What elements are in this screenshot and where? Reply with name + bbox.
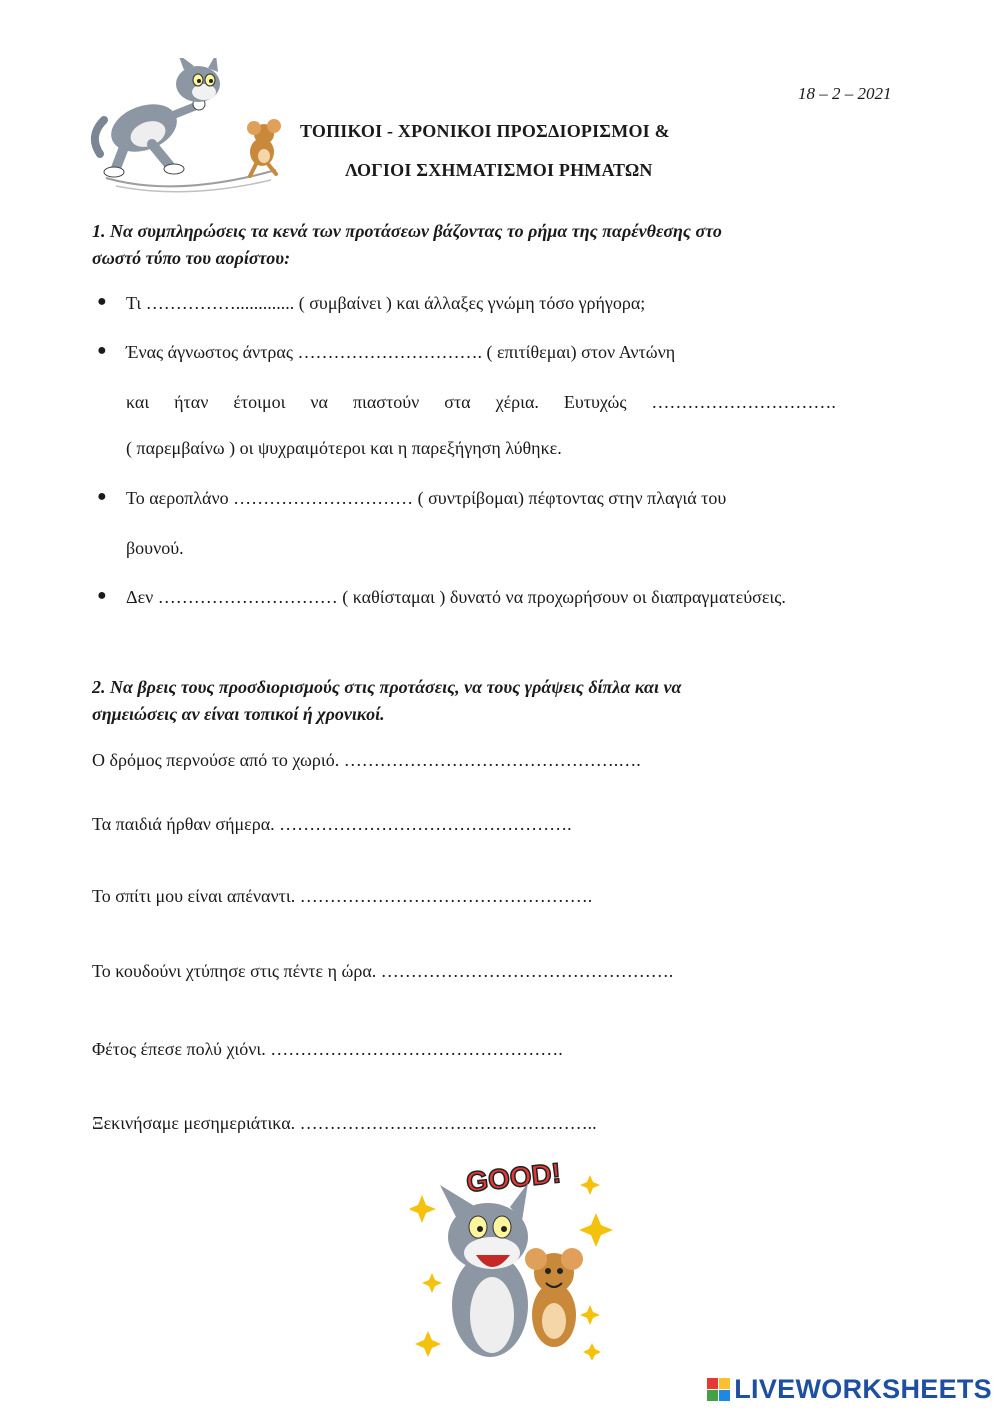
answer-blank[interactable]: …………………………. xyxy=(651,392,836,412)
exercise-2-sentence-3[interactable]: Το σπίτι μου είναι απέναντι. …………………………………………. xyxy=(92,886,593,906)
bullet-icon: ● xyxy=(97,488,107,505)
worksheet-title-line-1: ΤΟΠΙΚΟΙ - ΧΡΟΝΙΚΟΙ ΠΡΟΣΔΙΟΡΙΣΜΟΙ & xyxy=(300,121,670,141)
exercise-1-item-1-text: Τι ……………............. ( συμβαίνει ) και άλλαξες γνώμη τόσο γρήγορα; xyxy=(126,293,646,313)
section-2-instruction-line-2: σημειώσεις αν είναι τοπικοί ή χρονικοί. xyxy=(92,704,385,724)
section-2-instruction xyxy=(92,674,932,728)
date: 18 – 2 – 2021 xyxy=(798,84,892,103)
exercise-2-sentence-4[interactable]: Το κουδούνι χτύπησε στις πέντε η ώρα. …………………………………………. xyxy=(92,961,674,981)
exercise-2-sentence-6[interactable]: Ξεκινήσαμε μεσημεριάτικα. ………………………………………….. xyxy=(92,1113,597,1133)
word: στα xyxy=(444,392,471,412)
tom-and-jerry-good-sticker xyxy=(410,1155,615,1360)
word: Ευτυχώς xyxy=(563,392,627,412)
exercise-2-sentence-5[interactable]: Φέτος έπεσε πολύ χιόνι. …………………………………………. xyxy=(92,1039,563,1059)
logo-text: LIVEWORKSHEETS xyxy=(734,1374,992,1404)
worksheet-title-line-2: ΛΟΓΙΟΙ ΣΧΗΜΑΤΙΣΜΟΙ ΡΗΜΑΤΩΝ xyxy=(345,160,653,180)
exercise-1-item-2-text: Ένας άγνωστος άντρας …………………………. ( επιτίθεμαι) στον Αντώνη xyxy=(126,342,676,362)
good-sticker-text: GOOD! xyxy=(464,1157,563,1198)
logo-blocks-icon xyxy=(707,1378,730,1401)
exercise-2-sentence-2[interactable]: Τα παιδιά ήρθαν σήμερα. …………………………………………. xyxy=(92,814,572,834)
bullet-icon: ● xyxy=(97,342,107,359)
word: ήταν xyxy=(174,392,209,412)
word: πιαστούν xyxy=(352,392,420,412)
exercise-1-item-3-text: Το αεροπλάνο ………………………… ( συντρίβομαι) πέφτοντας στην πλαγιά του xyxy=(126,488,727,508)
exercise-1-item-3 xyxy=(97,488,727,509)
exercise-1-item-2-continuation xyxy=(126,392,836,413)
bullet-icon: ● xyxy=(97,587,107,604)
exercise-1-item-4-text: Δεν ………………………… ( καθίσταμαι ) δυνατό να προχωρήσουν οι διαπραγματεύσεις. xyxy=(126,587,786,607)
word: χέρια. xyxy=(495,392,539,412)
exercise-1-item-2 xyxy=(97,342,676,363)
exercise-1-item-1 xyxy=(97,293,646,314)
liveworksheets-logo xyxy=(707,1374,992,1405)
exercise-1-item-4 xyxy=(97,587,786,608)
bullet-icon: ● xyxy=(97,293,107,310)
tom-and-jerry-running-illustration xyxy=(86,58,286,198)
section-1-instruction-line-2: σωστό τύπο του αορίστου: xyxy=(92,248,291,268)
exercise-1-item-3-end: βουνού. xyxy=(126,538,184,558)
word: να xyxy=(310,392,328,412)
word: έτοιμοι xyxy=(233,392,286,412)
section-2-instruction-line-1: 2. Να βρεις τους προσδιορισμούς στις προτάσεις, να τους γράψεις δίπλα και να xyxy=(92,677,682,697)
section-1-instruction-line-1: 1. Να συμπληρώσεις τα κενά των προτάσεων βάζοντας το ρήμα της παρένθεσης στο xyxy=(92,221,722,241)
word: και xyxy=(126,392,150,412)
exercise-1-item-2-end: ( παρεμβαίνω ) οι ψυχραιμότεροι και η παρεξήγηση λύθηκε. xyxy=(126,438,562,458)
exercise-2-sentence-1[interactable]: Ο δρόμος περνούσε από το χωριό. ……………………………………….…. xyxy=(92,750,641,770)
section-1-instruction xyxy=(92,218,932,272)
